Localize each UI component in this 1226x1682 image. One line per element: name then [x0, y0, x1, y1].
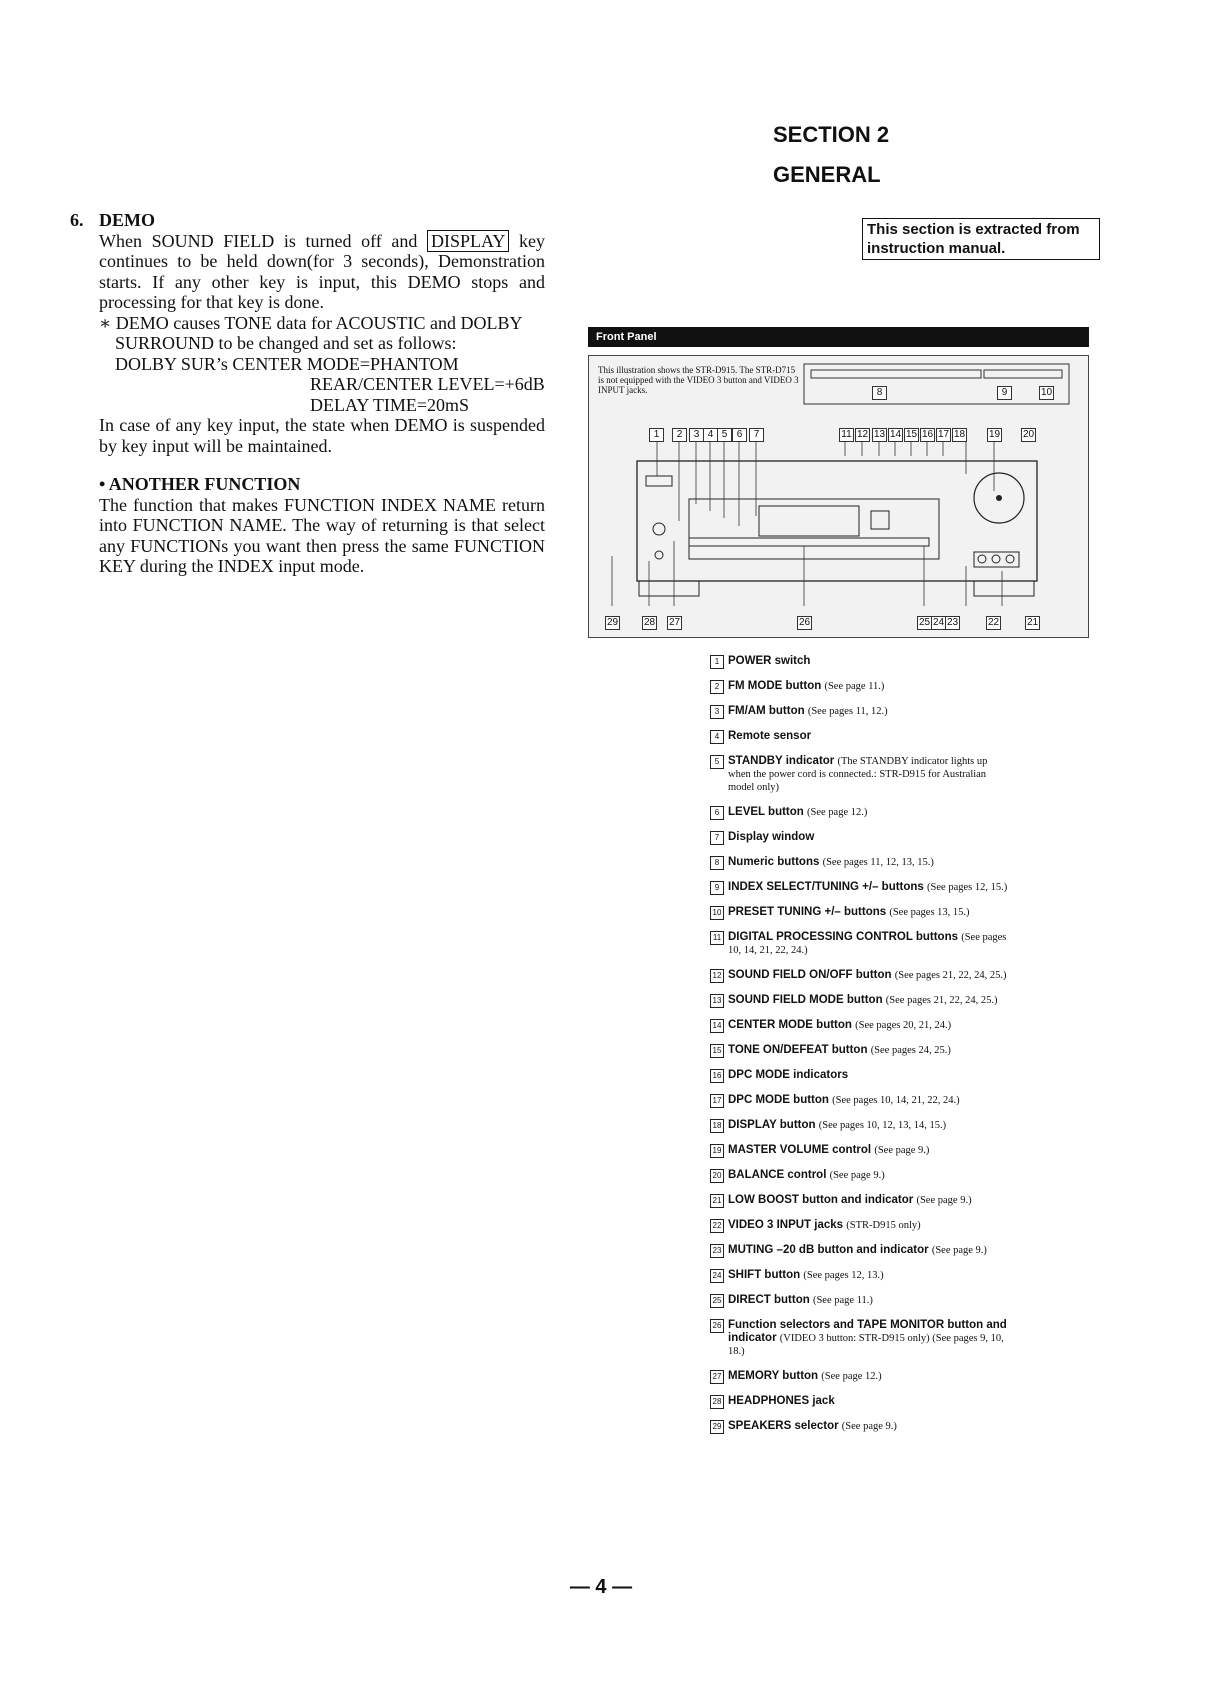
- legend-item: [710, 730, 1010, 743]
- legend-label: SOUND FIELD ON/OFF button: [728, 969, 892, 981]
- section-subtitle: GENERAL: [773, 162, 881, 187]
- legend-item: [710, 906, 1010, 919]
- legend-label: Numeric buttons: [728, 856, 820, 868]
- demo-p1-start: When SOUND FIELD is turned off and: [99, 230, 418, 251]
- legend-label: LEVEL button: [728, 806, 804, 818]
- legend-note: (See page 9.): [931, 1245, 987, 1256]
- legend-label: LOW BOOST button and indicator: [728, 1194, 914, 1206]
- legend-note: (See pages 24, 25.): [870, 1045, 951, 1056]
- legend-number: 16: [710, 1069, 724, 1083]
- demo-section: [70, 210, 545, 577]
- legend-number: 19: [710, 1144, 724, 1158]
- legend-number: 14: [710, 1019, 724, 1033]
- legend-label: Remote sensor: [728, 730, 812, 742]
- legend-item: [710, 1370, 1010, 1383]
- legend-number: 24: [710, 1269, 724, 1283]
- callout-23: 23: [946, 617, 959, 628]
- legend-label: DIRECT button: [728, 1294, 810, 1306]
- legend-note: (See page 9.): [874, 1145, 930, 1156]
- legend-note: (See pages 12, 15.): [927, 882, 1008, 893]
- callout-24: 24: [932, 617, 945, 628]
- legend-number: 12: [710, 969, 724, 983]
- legend-label: POWER switch: [728, 655, 811, 667]
- legend-item: [710, 1395, 1010, 1408]
- legend-item: [710, 881, 1010, 894]
- legend-number: 7: [710, 831, 724, 845]
- legend-note: (See page 9.): [829, 1170, 885, 1181]
- callout-8: 8: [872, 386, 887, 400]
- demo-paragraph-2: In case of any key input, the state when DEMO is suspended by key input will be maintained.: [99, 415, 545, 456]
- callout-7: 7: [749, 428, 764, 442]
- callout-17: 17: [937, 429, 950, 440]
- legend-label: TONE ON/DEFEAT button: [728, 1044, 868, 1056]
- callout-18: 18: [953, 429, 966, 440]
- legend-note: (See pages 10, 14, 21, 22, 24.): [728, 932, 1007, 956]
- legend-item: [710, 969, 1010, 982]
- callout-25: 25: [918, 617, 931, 628]
- section-title: SECTION 2: [773, 122, 890, 147]
- callout-10: 10: [1040, 387, 1053, 398]
- legend-label: MASTER VOLUME control: [728, 1144, 872, 1156]
- legend-item: [710, 1194, 1010, 1207]
- demo-number: 6.: [70, 210, 84, 230]
- notice-box: This section is extracted from instruction manual.: [862, 218, 1100, 260]
- legend-number: 1: [710, 655, 724, 669]
- legend-label: DISPLAY button: [728, 1119, 816, 1131]
- legend-label: Function selectors and TAPE MONITOR button and indicator: [728, 1319, 1007, 1344]
- callout-2: 2: [672, 428, 687, 442]
- callout-5: 5: [717, 428, 732, 442]
- legend-number: 2: [710, 680, 724, 694]
- callout-12: 12: [856, 429, 869, 440]
- legend-label: CENTER MODE button: [728, 1019, 852, 1031]
- legend-item: [710, 1244, 1010, 1257]
- legend-note: (See pages 10, 14, 21, 22, 24.): [832, 1095, 960, 1106]
- demo-setting-2: REAR/CENTER LEVEL=+6dB: [310, 374, 545, 394]
- legend-item: [710, 1219, 1010, 1232]
- callout-14: 14: [889, 429, 902, 440]
- panel-note: This illustration shows the STR-D915. The STR-D715 is not equipped with the VIDEO 3 button and VIDEO 3 INPUT jacks.: [598, 365, 799, 395]
- parts-legend: [710, 655, 1010, 1445]
- demo-heading: DEMO: [99, 210, 155, 230]
- legend-note: (See pages 12, 13.): [803, 1270, 884, 1281]
- legend-note: (See page 11.): [824, 681, 885, 692]
- legend-item: [710, 1069, 1010, 1082]
- legend-note: (See pages 11, 12, 13, 15.): [822, 857, 934, 868]
- demo-bullet-line-2: SURROUND to be changed and set as follows:: [115, 333, 457, 353]
- callout-29: 29: [606, 617, 619, 628]
- callout-11: 11: [839, 428, 854, 442]
- legend-item: [710, 680, 1010, 693]
- legend-label: SHIFT button: [728, 1269, 801, 1281]
- legend-note: (See pages 11, 12.): [807, 706, 888, 717]
- legend-item: [710, 831, 1010, 844]
- legend-number: 15: [710, 1044, 724, 1058]
- legend-item: [710, 1044, 1010, 1057]
- legend-item: [710, 755, 1010, 794]
- legend-note: (See page 9.): [841, 1421, 897, 1432]
- demo-p1-end: key continues to be held down(for 3 seconds), Demonstration starts. If any other key is input, this DEMO stops and processing for that key is done.: [99, 230, 546, 312]
- callout-16: 16: [921, 429, 934, 440]
- legend-item: [710, 1094, 1010, 1107]
- legend-item: [710, 1019, 1010, 1032]
- legend-note: (See pages 10, 12, 13, 14, 15.): [818, 1120, 947, 1131]
- legend-number: 5: [710, 755, 724, 769]
- legend-number: 6: [710, 806, 724, 820]
- legend-item: [710, 1319, 1010, 1358]
- legend-item: [710, 1169, 1010, 1182]
- another-heading: • ANOTHER FUNCTION: [99, 474, 301, 494]
- legend-label: MUTING –20 dB button and indicator: [728, 1244, 929, 1256]
- legend-label: DIGITAL PROCESSING CONTROL buttons: [728, 931, 958, 943]
- legend-number: 22: [710, 1219, 724, 1233]
- legend-note: (See pages 21, 22, 24, 25.): [894, 970, 1007, 981]
- legend-note: (See page 12.): [821, 1371, 882, 1382]
- legend-label: DPC MODE button: [728, 1094, 829, 1106]
- legend-number: 3: [710, 705, 724, 719]
- legend-label: SOUND FIELD MODE button: [728, 994, 883, 1006]
- legend-note: (See pages 13, 15.): [889, 907, 970, 918]
- callout-28: 28: [643, 617, 656, 628]
- legend-item: [710, 705, 1010, 718]
- legend-note: (See page 11.): [812, 1295, 873, 1306]
- legend-item: [710, 806, 1010, 819]
- legend-note: (See pages 21, 22, 24, 25.): [885, 995, 998, 1006]
- callout-3: 3: [689, 428, 704, 442]
- front-panel-label: Front Panel: [588, 327, 1089, 347]
- legend-label: PRESET TUNING +/– buttons: [728, 906, 887, 918]
- legend-number: 20: [710, 1169, 724, 1183]
- legend-item: [710, 931, 1010, 957]
- legend-number: 11: [710, 931, 724, 945]
- legend-number: 17: [710, 1094, 724, 1108]
- legend-item: [710, 1119, 1010, 1132]
- legend-item: [710, 994, 1010, 1007]
- legend-label: FM MODE button: [728, 680, 822, 692]
- legend-number: 29: [710, 1420, 724, 1434]
- callout-1: 1: [649, 428, 664, 442]
- callout-26: 26: [798, 617, 811, 628]
- legend-number: 10: [710, 906, 724, 920]
- legend-number: 26: [710, 1319, 724, 1333]
- legend-label: FM/AM button: [728, 705, 805, 717]
- callout-22: 22: [987, 617, 1000, 628]
- legend-number: 25: [710, 1294, 724, 1308]
- legend-item: [710, 1269, 1010, 1282]
- legend-label: INDEX SELECT/TUNING +/– buttons: [728, 881, 924, 893]
- callout-27: 27: [668, 617, 681, 628]
- legend-item: [710, 856, 1010, 869]
- another-text: The function that makes FUNCTION INDEX NAME return into FUNCTION NAME. The way of returning is that select any FUNCTIONs you want then press the same FUNCTION KEY during the INDEX input mode.: [99, 494, 545, 576]
- legend-number: 8: [710, 856, 724, 870]
- display-key: DISPLAY: [427, 230, 509, 252]
- receiver-drawing: [589, 356, 1088, 637]
- legend-note: (VIDEO 3 button: STR-D915 only) (See pages 9, 10, 18.): [728, 1333, 1004, 1357]
- callout-6: 6: [732, 428, 747, 442]
- callout-19: 19: [988, 429, 1001, 440]
- legend-label: SPEAKERS selector: [728, 1420, 839, 1432]
- legend-note: (See pages 20, 21, 24.): [855, 1020, 952, 1031]
- front-panel-illustration: [588, 355, 1089, 638]
- legend-number: 21: [710, 1194, 724, 1208]
- callout-15: 15: [905, 429, 918, 440]
- legend-number: 9: [710, 881, 724, 895]
- legend-number: 23: [710, 1244, 724, 1258]
- legend-number: 28: [710, 1395, 724, 1409]
- legend-label: DPC MODE indicators: [728, 1069, 849, 1081]
- legend-note: (The STANDBY indicator lights up when the power cord is connected.: STR-D915 for Australian model only): [728, 756, 988, 793]
- callout-13: 13: [873, 429, 886, 440]
- callout-4: 4: [703, 428, 718, 442]
- legend-label: VIDEO 3 INPUT jacks: [728, 1219, 844, 1231]
- page-number: — 4 —: [569, 1576, 633, 1598]
- callout-20: 20: [1022, 429, 1035, 440]
- demo-setting-3: DELAY TIME=20mS: [310, 394, 469, 415]
- legend-label: MEMORY button: [728, 1370, 819, 1382]
- demo-setting-1: DOLBY SUR’s CENTER MODE=PHANTOM: [115, 353, 459, 374]
- legend-note: (STR-D915 only): [846, 1220, 921, 1231]
- callout-21: 21: [1026, 617, 1039, 628]
- callout-9: 9: [997, 386, 1012, 400]
- legend-item: [710, 1420, 1010, 1433]
- legend-item: [710, 1294, 1010, 1307]
- legend-number: 4: [710, 730, 724, 744]
- legend-number: 27: [710, 1370, 724, 1384]
- legend-label: BALANCE control: [728, 1169, 827, 1181]
- legend-number: 18: [710, 1119, 724, 1133]
- legend-number: 13: [710, 994, 724, 1008]
- demo-paragraph-1: [99, 231, 545, 313]
- legend-label: Display window: [728, 831, 815, 843]
- legend-item: [710, 1144, 1010, 1157]
- legend-note: (See page 9.): [916, 1195, 972, 1206]
- demo-bullet-line-1: ∗ DEMO causes TONE data for ACOUSTIC and DOLBY: [99, 312, 523, 333]
- legend-item: [710, 655, 1010, 668]
- legend-label: HEADPHONES jack: [728, 1395, 835, 1407]
- legend-label: STANDBY indicator: [728, 755, 835, 767]
- legend-note: (See page 12.): [807, 807, 868, 818]
